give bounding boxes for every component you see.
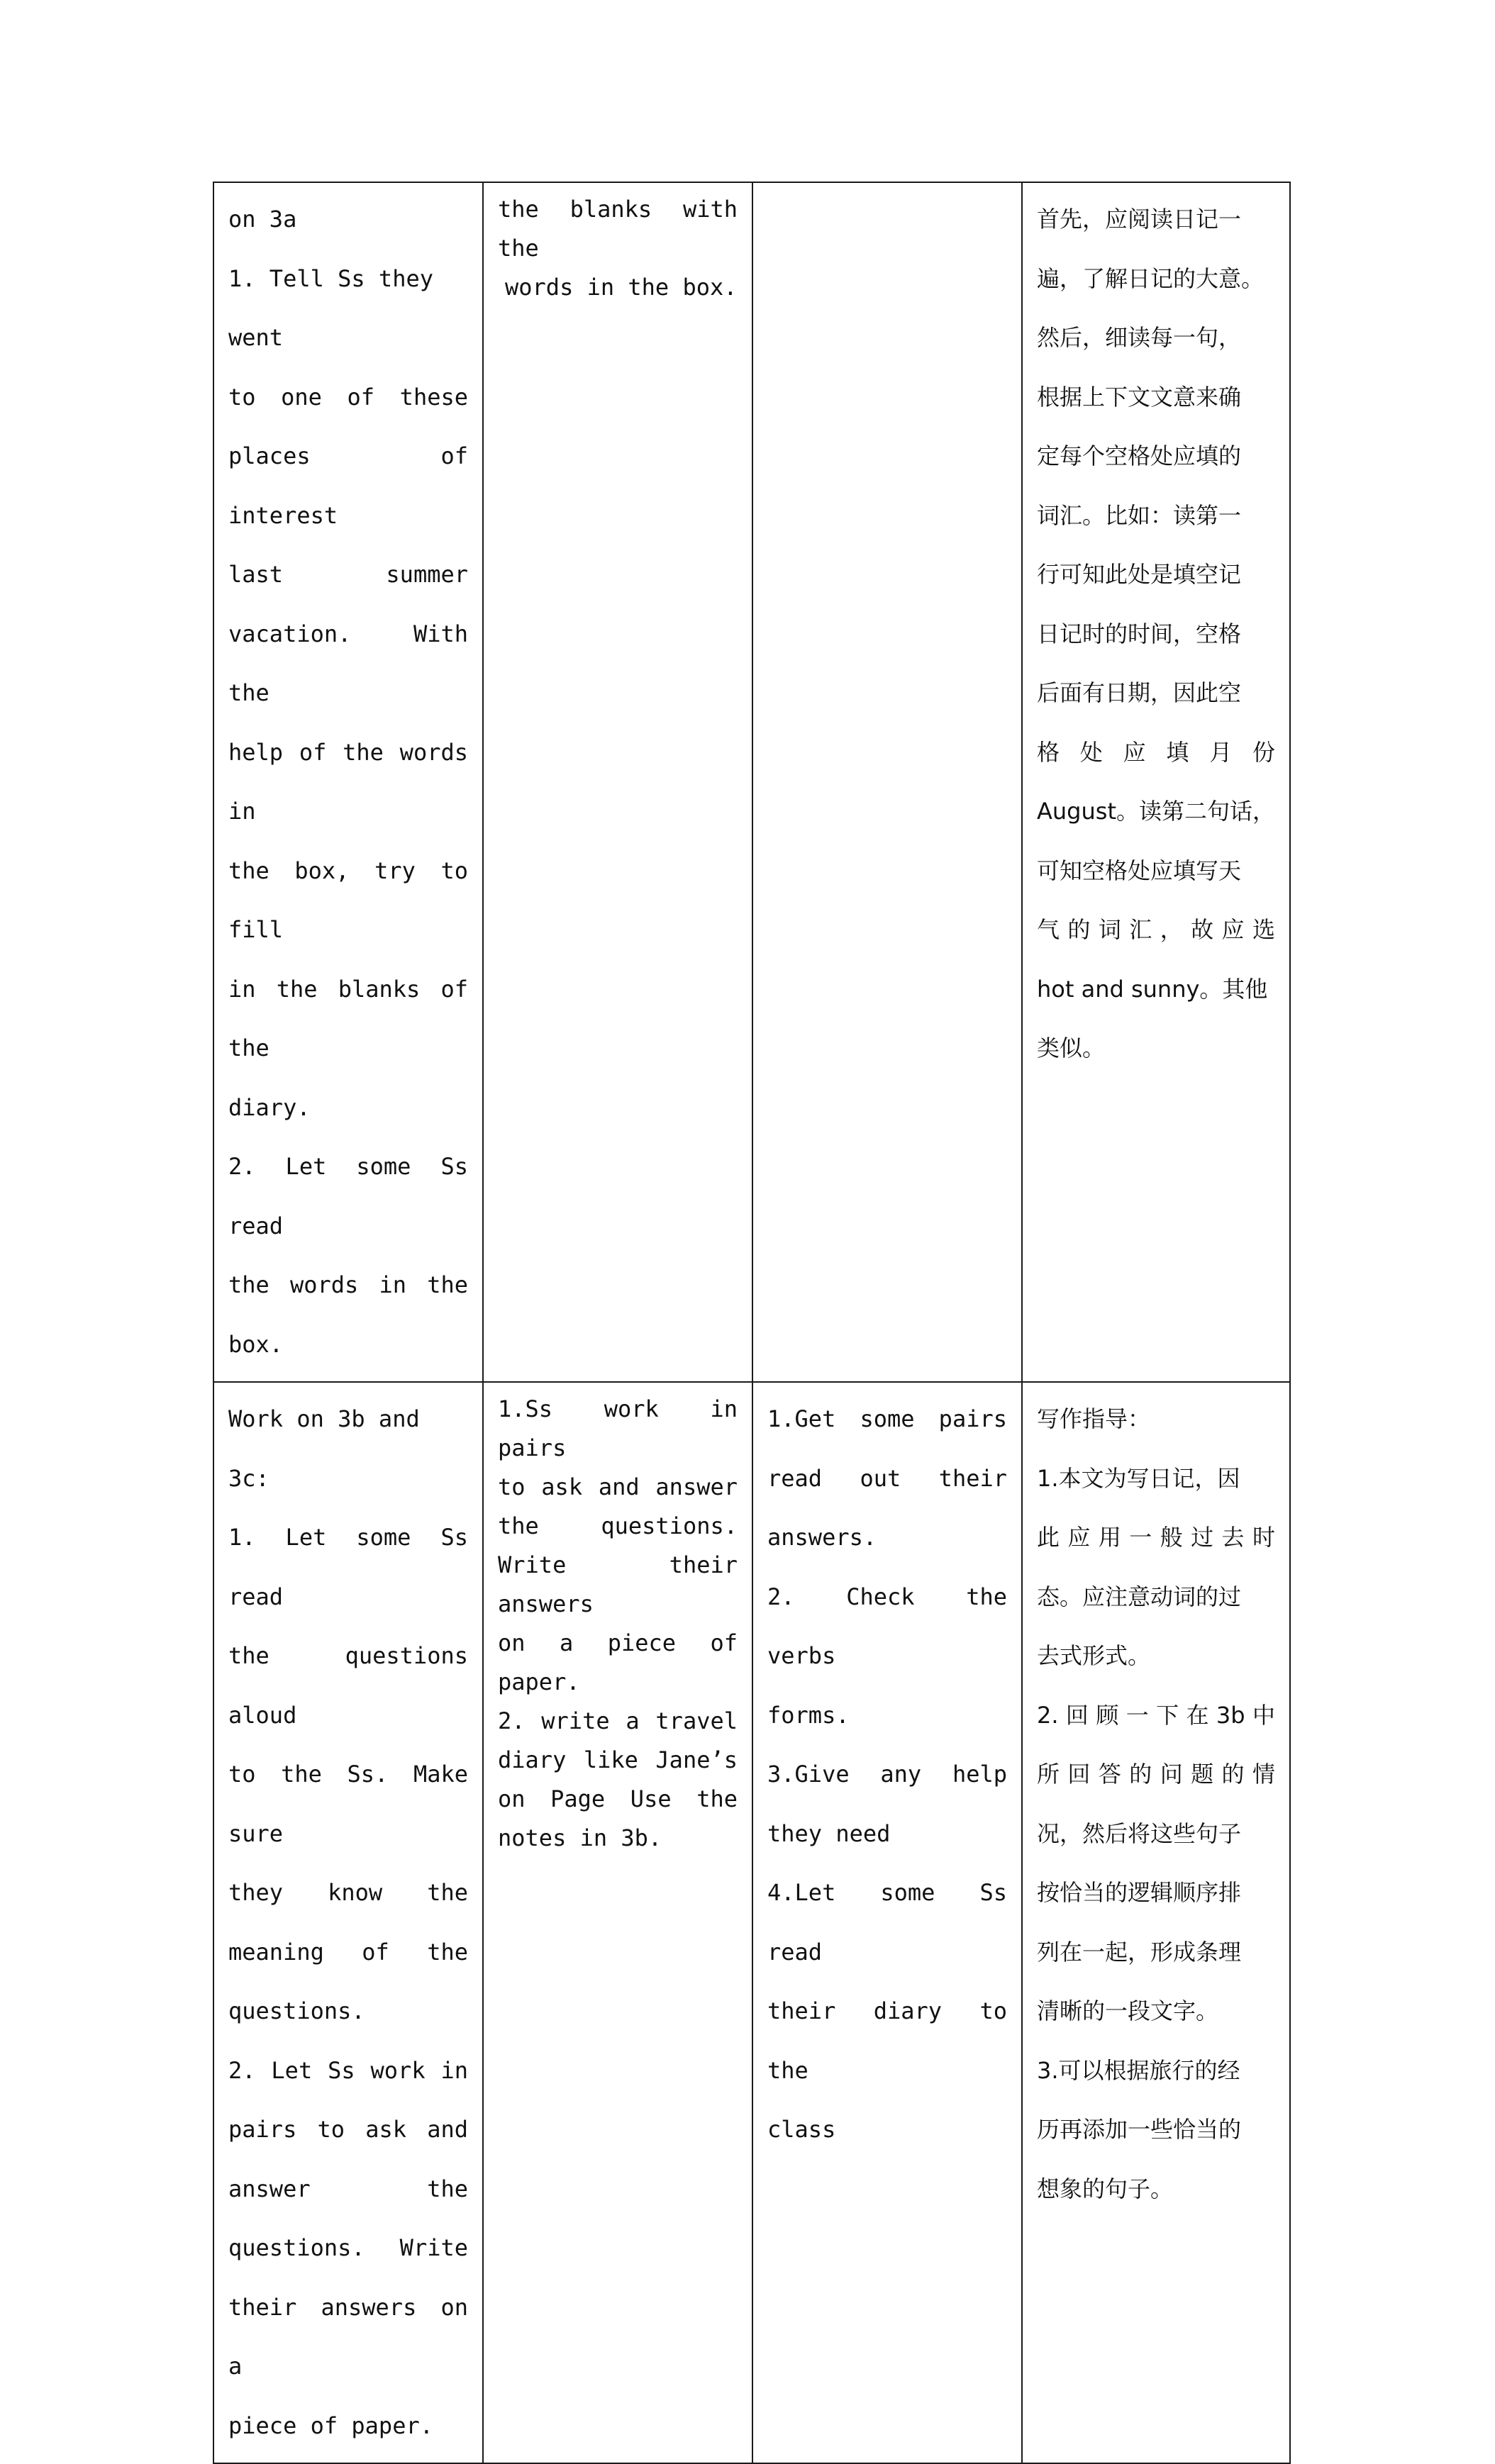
cell-line: read out their xyxy=(767,1464,1007,1492)
cell-line: 列在一起，形成条理 xyxy=(1037,1938,1242,1966)
intent-cell xyxy=(752,182,1022,1382)
cell-line: 2. Check the verbs xyxy=(767,1583,1007,1669)
cell-line: answers. xyxy=(767,1524,877,1551)
cell-line: 清晰的一段文字。 xyxy=(1037,1997,1219,2024)
cell-line: 首先，应阅读日记一 xyxy=(1037,206,1242,233)
cell-line: on a piece of paper. xyxy=(498,1629,738,1695)
cell-line: 气的词汇，故应选 xyxy=(1037,916,1275,943)
cell-line: 1.Ss work in pairs xyxy=(498,1395,738,1461)
cell-line: places of interest xyxy=(228,442,468,529)
cell-line: Work on 3b and 3c: xyxy=(228,1405,420,1492)
cell-line: 所回答的问题的情 xyxy=(1037,1761,1275,1788)
cell-line: 词汇。比如：读第一 xyxy=(1037,501,1242,529)
cell-line: the questions aloud xyxy=(228,1642,468,1729)
cell-line: the box, try to fill xyxy=(228,857,468,943)
cell-line: to ask and answer xyxy=(498,1473,738,1500)
cell-line: 遍，了解日记的大意。 xyxy=(1037,264,1265,292)
cell-line: answer the xyxy=(228,2175,468,2202)
cell-line: 根据上下文文意来确 xyxy=(1037,383,1242,411)
cell-line: 态。应注意动词的过 xyxy=(1037,1583,1242,1610)
cell-line: Write their answers xyxy=(498,1551,738,1617)
notes-cell xyxy=(1022,1382,1290,2463)
cell-line: 3.Give any help xyxy=(767,1761,1007,1788)
table-row xyxy=(213,182,1290,1382)
cell-line: to the Ss. Make sure xyxy=(228,1761,468,1847)
cell-line: words in the box. xyxy=(505,274,738,301)
cell-line: 类似。 xyxy=(1037,1035,1106,1061)
cell-line: piece of paper. xyxy=(228,2412,433,2439)
cell-line: forms. xyxy=(767,1701,850,1729)
cell-line: 格处应填月份 xyxy=(1037,738,1275,766)
cell-line: help of the words in xyxy=(228,738,468,825)
cell-line: 1. Tell Ss they went xyxy=(228,264,433,351)
cell-line: 2.回顾一下在3b中 xyxy=(1037,1701,1275,1729)
cell-line: 此应用一般过去时 xyxy=(1037,1524,1275,1551)
student-activity-cell xyxy=(483,182,752,1382)
cell-line: meaning of the xyxy=(228,1938,468,1966)
cell-line: they need xyxy=(767,1819,891,1847)
teacher-activity-cell xyxy=(213,1382,483,2463)
intent-cell xyxy=(752,1382,1022,2463)
notes-cell xyxy=(1022,182,1290,1382)
cell-line: 1. Let some Ss read xyxy=(228,1524,468,1610)
cell-line: 可知空格处应填写天 xyxy=(1037,857,1242,884)
cell-line: class xyxy=(767,2116,836,2143)
cell-line: to one of these xyxy=(228,383,468,411)
cell-line: hot and sunny。其他 xyxy=(1037,975,1268,1003)
cell-line: 1.本文为写日记，因 xyxy=(1037,1464,1240,1492)
cell-line: 后面有日期，因此空 xyxy=(1037,679,1242,706)
cell-line: 3.可以根据旅行的经 xyxy=(1037,2056,1240,2084)
cell-line: 2. Let some Ss read xyxy=(228,1153,468,1239)
teacher-activity-cell xyxy=(213,182,483,1382)
table-row xyxy=(213,1382,1290,2463)
cell-line: diary like Jane’s xyxy=(498,1746,738,1773)
cell-line: 4.Let some Ss read xyxy=(767,1879,1007,1966)
cell-line: they know the xyxy=(228,1879,468,1906)
cell-line: box. xyxy=(228,1330,284,1358)
cell-line: vacation. With the xyxy=(228,620,468,706)
cell-line: questions. Write xyxy=(228,2234,468,2261)
cell-line: 2. Let Ss work in xyxy=(228,2056,468,2084)
cell-line: 历再添加一些恰当的 xyxy=(1037,2116,1242,2143)
cell-line: their answers on a xyxy=(228,2293,468,2380)
cell-line: August。读第二句话， xyxy=(1037,798,1275,825)
cell-line: 2. write a travel xyxy=(498,1707,738,1734)
cell-line: on 3a xyxy=(228,206,297,233)
cell-line: their diary to the xyxy=(767,1997,1007,2084)
cell-line: the questions. xyxy=(498,1512,738,1539)
cell-line: diary. xyxy=(228,1093,311,1121)
cell-line: 写作指导： xyxy=(1037,1405,1151,1432)
cell-line: the words in the xyxy=(228,1271,468,1298)
cell-line: 日记时的时间，空格 xyxy=(1037,620,1242,647)
student-activity-cell xyxy=(483,1382,752,2463)
cell-line: last summer xyxy=(228,561,468,588)
cell-line: 想象的句子。 xyxy=(1037,2175,1174,2202)
cell-line: 按恰当的逻辑顺序排 xyxy=(1037,1879,1242,1906)
lesson-plan-table xyxy=(213,182,1291,2464)
cell-line: in the blanks of the xyxy=(228,975,468,1061)
cell-line: 1.Get some pairs xyxy=(767,1405,1007,1432)
cell-line: 况，然后将这些句子 xyxy=(1037,1819,1242,1847)
cell-line: questions. xyxy=(228,1997,365,2024)
cell-line: 去式形式。 xyxy=(1037,1642,1151,1669)
cell-line: the blanks with the xyxy=(498,196,738,262)
cell-line: pairs to ask and xyxy=(228,2116,468,2143)
cell-line: on Page Use the xyxy=(498,1785,738,1812)
cell-line: notes in 3b. xyxy=(498,1824,662,1851)
cell-line: 然后，细读每一句， xyxy=(1037,324,1242,351)
cell-line: 定每个空格处应填的 xyxy=(1037,442,1242,469)
cell-line: 行可知此处是填空记 xyxy=(1037,561,1242,588)
